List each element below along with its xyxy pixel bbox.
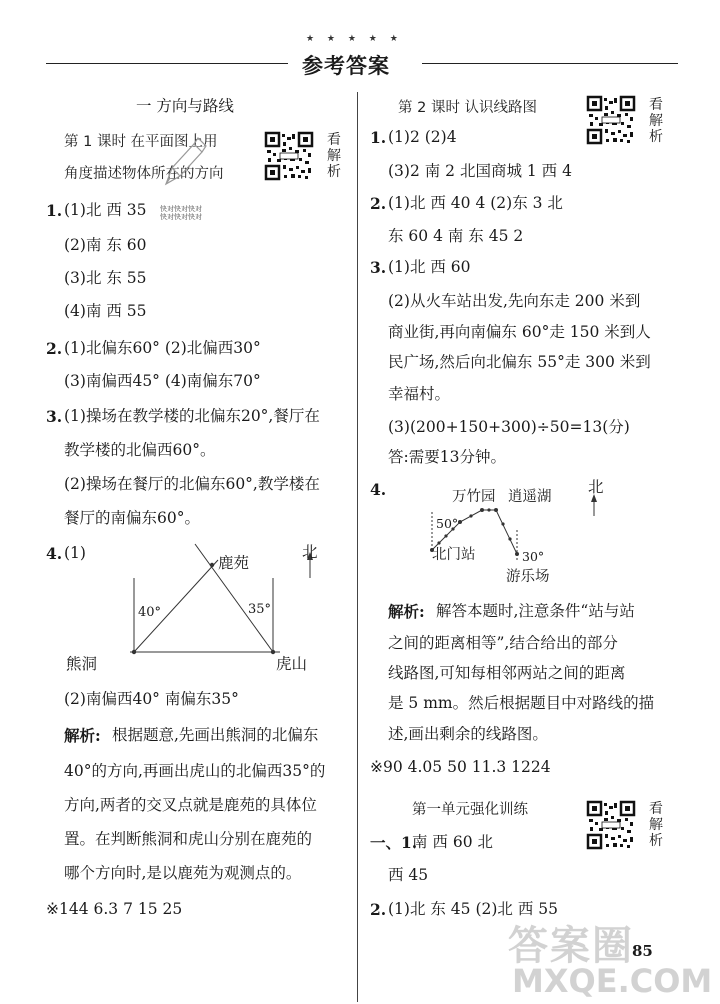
r-q2-answer-1: (1)北 西 40 4 (2)东 3 北	[388, 194, 563, 212]
r-q3-answer-3: 商业街,再向南偏东 60°走 150 米到人	[388, 323, 651, 341]
r-q2-number: 2.	[370, 194, 387, 213]
label-angle-35: 35°	[248, 602, 272, 617]
label-hushan: 虎山	[276, 655, 308, 673]
column-divider	[357, 92, 358, 1002]
analysis-line2: 40°的方向,再画出虎山的北偏西35°的	[64, 762, 326, 780]
qr-code-icon[interactable]	[586, 800, 636, 850]
q1-number: 1.	[46, 201, 63, 220]
label-north: 北	[302, 543, 318, 561]
label-beimenzhan: 北门站	[432, 547, 476, 563]
header-rule-left	[46, 63, 288, 64]
r-analysis-label: 解析:	[388, 602, 425, 621]
r-q3-answer-1: (1)北 西 60	[388, 258, 471, 276]
q3-answer-1: (1)操场在教学楼的北偏东20°,餐厅在	[64, 407, 320, 425]
q3-answer-4: 餐厅的南偏东60°。	[64, 509, 200, 527]
q1-answer-4: (4)南 西 55	[64, 302, 147, 320]
extra-answers-left: ※144 6.3 7 15 25	[46, 900, 183, 918]
q2-answer-2: (3)南偏西45° (4)南偏东70°	[64, 372, 261, 390]
analysis-line1: 根据题意,先画出熊洞的北偏东	[112, 726, 319, 744]
unit-title: 第一单元强化训练	[412, 802, 528, 818]
q4-part2: (2)南偏西40° 南偏东35°	[64, 690, 239, 708]
label-xiongdong: 熊洞	[66, 655, 98, 673]
q1-answer-2: (2)南 东 60	[64, 236, 147, 254]
r-analysis-line1: 解答本题时,注意条件“站与站	[436, 602, 635, 620]
qr-label: 看解析	[327, 132, 341, 181]
qr-code-icon[interactable]	[586, 95, 636, 145]
qr-code-icon[interactable]	[264, 131, 314, 181]
r-q3-answer-6: (3)(200+150+300)÷50=13(分)	[388, 418, 630, 436]
analysis-line3: 方向,两者的交叉点就是鹿苑的具体位	[64, 796, 317, 814]
r-analysis-line3: 线路图,可知每相邻两站之间的距离	[388, 664, 626, 682]
q4-part1: (1)	[64, 544, 86, 562]
q3-answer-3: (2)操场在餐厅的北偏东60°,教学楼在	[64, 475, 320, 493]
analysis-line5: 哪个方向时,是以鹿苑为观测点的。	[64, 864, 302, 882]
r-q1-answer-1: (1)2 (2)4	[388, 128, 457, 146]
label-angle-30: 30°	[522, 549, 545, 564]
r-q3-answer-5: 幸福村。	[388, 385, 451, 403]
watermark-logo: 答案圈	[508, 923, 634, 969]
lesson2-title: 第 2 课时 认识线路图	[398, 100, 538, 116]
page-number: 85	[632, 942, 653, 960]
extra-answers-right: ※90 4.05 50 11.3 1224	[370, 758, 551, 776]
label-angle-40: 40°	[138, 605, 162, 620]
header-stars: ★ ★ ★ ★ ★	[306, 34, 403, 44]
label-north: 北	[588, 478, 604, 496]
qr-label: 看解析	[649, 97, 663, 146]
analysis-line4: 置。在判断熊洞和虎山分别在鹿苑的	[64, 830, 313, 848]
r-analysis-line5: 述,画出剩余的线路图。	[388, 725, 548, 743]
section-title: 一 方向与路线	[136, 97, 234, 115]
label-luyuan: 鹿苑	[218, 554, 250, 572]
label-wanzhuyuan: 万竹园	[452, 489, 496, 505]
q1-answer-3: (3)北 东 55	[64, 269, 147, 287]
label-xiaoyaohu: 逍遥湖	[508, 489, 552, 505]
r-analysis-line4: 是 5 mm。然后根据题目中对路线的描	[388, 694, 655, 712]
r-q3-number: 3.	[370, 258, 387, 277]
u1-answer-2: 西 45	[388, 866, 429, 884]
u1-answer-1: 南 西 60 北	[412, 833, 494, 851]
q3-number: 3.	[46, 407, 63, 426]
u2-number: 2.	[370, 900, 387, 919]
label-youlechang: 游乐场	[506, 569, 550, 585]
watermark-url: MXQE.COM	[512, 962, 713, 1000]
u1-number: 一、1.	[370, 833, 418, 852]
r-analysis-line2: 之间的距离相等”,结合给出的部分	[388, 634, 618, 652]
r-q3-answer-2: (2)从火车站出发,先向东走 200 米到	[388, 292, 641, 310]
pencil-icon	[158, 132, 208, 192]
r-q1-number: 1.	[370, 128, 387, 147]
r-q2-answer-2: 东 60 4 南 东 45 2	[388, 227, 524, 245]
lesson1-title-line1: 第 1 课时 在平面图上用	[64, 134, 218, 150]
page-title: 参考答案	[302, 54, 390, 78]
q2-number: 2.	[46, 339, 63, 358]
lesson1-title-line2: 角度描述物体所在的方向	[64, 166, 224, 182]
u2-answer-1: (1)北 东 45 (2)北 西 55	[388, 900, 558, 918]
qr-label: 看解析	[649, 801, 663, 850]
q1-small-note: 快对快对快对 快对快对快对	[160, 205, 202, 221]
r-q3-answer-7: 答:需要13分钟。	[388, 448, 506, 466]
r-q4-number: 4.	[370, 480, 387, 499]
header-rule-right	[422, 63, 678, 64]
q2-answer-1: (1)北偏东60° (2)北偏西30°	[64, 339, 261, 357]
q4-number: 4.	[46, 544, 63, 563]
label-angle-50: 50°	[436, 516, 459, 531]
q1-answer-1: (1)北 西 35	[64, 201, 147, 219]
q3-answer-2: 教学楼的北偏西60°。	[64, 441, 216, 459]
r-q3-answer-4: 民广场,然后向北偏东 55°走 300 米到	[388, 353, 651, 371]
r-q1-answer-2: (3)2 南 2 北国商城 1 西 4	[388, 162, 572, 180]
analysis-label: 解析:	[64, 726, 101, 745]
